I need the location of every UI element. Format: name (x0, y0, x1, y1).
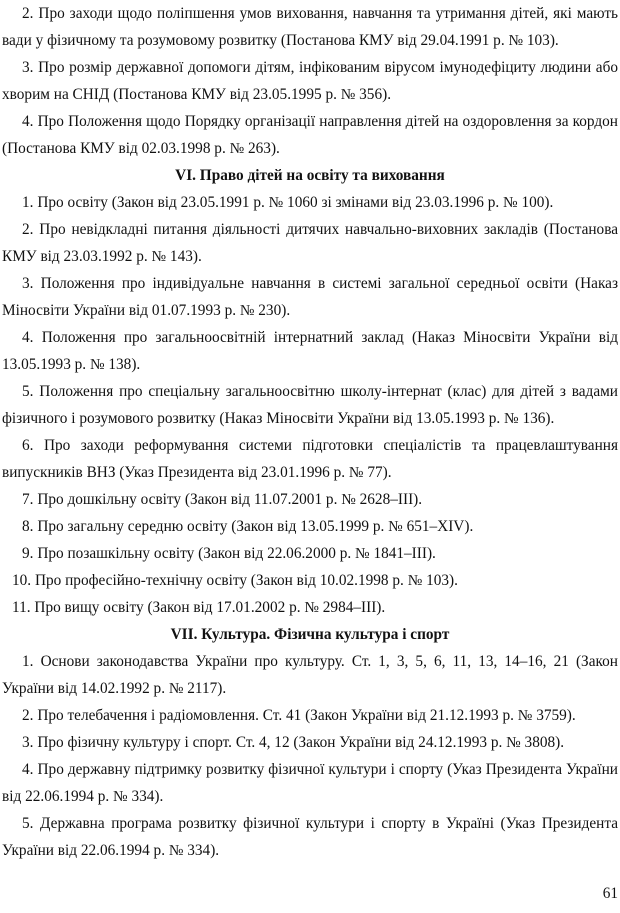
list-item (0, 702, 620, 729)
item-number: 1. (22, 653, 34, 670)
list-item (0, 486, 620, 513)
item-text: Про Положення щодо Порядку організації направлення дітей на оздоровлення за кордон (Постанова КМУ від 02.03.1998 р. № 263). (2, 113, 618, 157)
item-text: Про позашкільну освіту (Закон від 22.06.2000 р. № 1841–ІІІ). (37, 545, 436, 562)
item-text: Про заходи щодо поліпшення умов виховання, навчання та утримання дітей, які мають вади у фізичному та розумовому розвитку (Постанова КМУ від 29.04.1991 р. № 103). (2, 5, 618, 49)
list-item (0, 810, 620, 864)
item-number: 4. (22, 329, 34, 346)
list-item (0, 513, 620, 540)
item-text: Положення про індивідуальне навчання в системі загальної середньої освіти (Наказ Міносвіти України від 01.07.1993 р. № 230). (2, 275, 618, 319)
item-text: Про телебачення і радіомовлення. Ст. 41 (Закон України від 21.12.1993 р. № 3759). (37, 707, 576, 724)
item-number: 9. (22, 545, 34, 562)
item-number: 3. (22, 275, 34, 292)
section-heading: VI. Право дітей на освіту та виховання (175, 167, 445, 184)
list-item (0, 432, 620, 486)
item-number: 2. (22, 5, 34, 22)
item-text: Про загальну середню освіту (Закон від 13.05.1999 р. № 651–ХІV). (37, 518, 474, 535)
list-item (0, 189, 620, 216)
item-number: 5. (22, 815, 34, 832)
item-text: Про розмір державної допомоги дітям, інфікованим вірусом імунодефіциту людини або хворим на СНІД (Постанова КМУ від 23.05.1995 р. № 356). (2, 59, 618, 103)
item-text: Державна програма розвитку фізичної культури і спорту в Україні (Указ Президента України від 22.06.1994 р. № 334). (2, 815, 619, 859)
item-text: Положення про спеціальну загальноосвітню школу-інтернат (клас) для дітей з вадами фізичного і розумового розвитку (Наказ Міносвіти України від 13.05.1993 р. № 136). (2, 383, 618, 427)
item-text: Про невідкладні питання діяльності дитячих навчально-виховних закладів (Постанова КМУ від 23.03.1992 р. № 143). (2, 221, 619, 265)
list-item (0, 567, 620, 594)
item-number: 4. (22, 113, 34, 130)
page-number: 61 (602, 885, 618, 902)
item-number: 4. (22, 761, 34, 778)
list-item (0, 378, 620, 432)
list-item (0, 594, 620, 621)
item-text: Положення про загальноосвітній інтернатний заклад (Наказ Міносвіти України від 13.05.1993 р. № 138). (2, 329, 619, 373)
item-number: 2. (22, 707, 34, 724)
list-item (0, 0, 620, 54)
list-item (0, 540, 620, 567)
list-item (0, 108, 620, 162)
item-text: Про дошкільну освіту (Закон від 11.07.2001 р. № 2628–ІІІ). (37, 491, 423, 508)
item-text: Про вищу освіту (Закон від 17.01.2002 р. № 2984–ІІІ). (34, 599, 386, 616)
item-text: Про заходи реформування системи підготовки спеціалістів та працевлаштування випускників ВНЗ (Указ Президента від 23.01.1996 р. № 77). (2, 437, 619, 481)
item-text: Про фізичну культуру і спорт. Ст. 4, 12 (Закон України від 24.12.1993 р. № 3808). (37, 734, 565, 751)
list-item (0, 324, 620, 378)
list-item (0, 216, 620, 270)
list-item (0, 648, 620, 702)
item-text: Про державну підтримку розвитку фізичної культури і спорту (Указ Президента України від 22.06.1994 р. № 334). (2, 761, 618, 805)
item-number: 2. (22, 221, 34, 238)
item-text: Про освіту (Закон від 23.05.1991 р. № 1060 зі змінами від 23.03.1996 р. № 100). (37, 194, 554, 211)
list-item (0, 756, 620, 810)
item-number: 1. (22, 194, 34, 211)
item-text: Основи законодавства України про культуру. Ст. 1, 3, 5, 6, 11, 13, 14–16, 21 (Закон України від 14.02.1992 р. № 2117). (2, 653, 618, 697)
item-number: 6. (22, 437, 34, 454)
item-number: 5. (22, 383, 34, 400)
item-number: 10. (12, 572, 32, 589)
item-number: 7. (22, 491, 34, 508)
item-number: 8. (22, 518, 34, 535)
section-heading: VII. Культура. Фізична культура і спорт (170, 626, 450, 643)
item-number: 3. (22, 59, 34, 76)
item-number: 11. (12, 599, 31, 616)
list-item (0, 54, 620, 108)
item-text: Про професійно-технічну освіту (Закон від 10.02.1998 р. № 103). (34, 572, 458, 589)
item-number: 3. (22, 734, 34, 751)
list-item (0, 270, 620, 324)
list-item (0, 729, 620, 756)
